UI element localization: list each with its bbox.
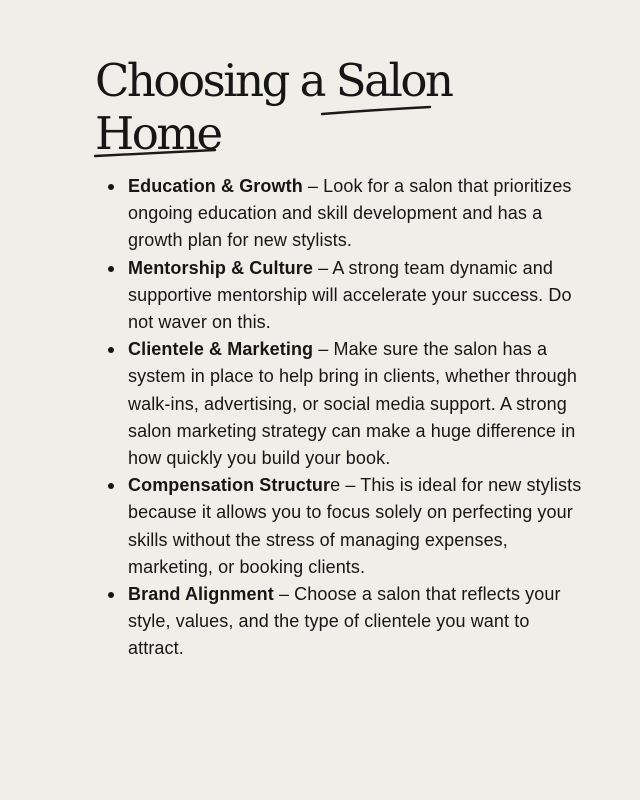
list-item — [128, 173, 583, 255]
item-term: Mentorship & Culture — [128, 257, 313, 278]
title-line-1: Choosing a Salon — [95, 54, 452, 107]
list-item — [128, 255, 583, 337]
bullet-icon — [108, 483, 114, 489]
item-text: e – This is ideal for new stylists because it allows you to focus solely on perfecting your skills without the stress of managing expenses, marketing, or booking clients. — [128, 475, 582, 577]
item-text: – Make sure the salon has a system in place to help bring in clients, whether through walk-ins, advertising, or social media support. A strong salon marketing strategy can make a huge difference in how quickly you build your book. — [128, 339, 577, 469]
bullet-icon — [108, 592, 114, 598]
title-line-2: Home — [95, 107, 221, 160]
item-term: Brand Alignment — [128, 584, 274, 605]
page-title — [95, 54, 451, 160]
item-term: Compensation Structur — [128, 475, 331, 496]
item-text: – A strong team dynamic and supportive mentorship will accelerate your success. Do not waver on this. — [128, 257, 572, 333]
list-item — [128, 336, 583, 472]
item-term: Education & Growth — [128, 176, 303, 196]
list-item — [128, 581, 583, 663]
list-item — [128, 472, 583, 581]
tips-list — [105, 173, 583, 663]
item-term: Clientele & Marketing — [128, 339, 314, 360]
item-text: – Choose a salon that reflects your style, values, and the type of clientele you want to attract. — [128, 584, 561, 659]
item-text: – Look for a salon that prioritizes ongoing education and skill development and has a growth plan for new stylists. — [128, 176, 572, 251]
bullet-icon — [108, 347, 114, 353]
bullet-icon — [108, 184, 114, 190]
bullet-icon — [108, 266, 114, 272]
